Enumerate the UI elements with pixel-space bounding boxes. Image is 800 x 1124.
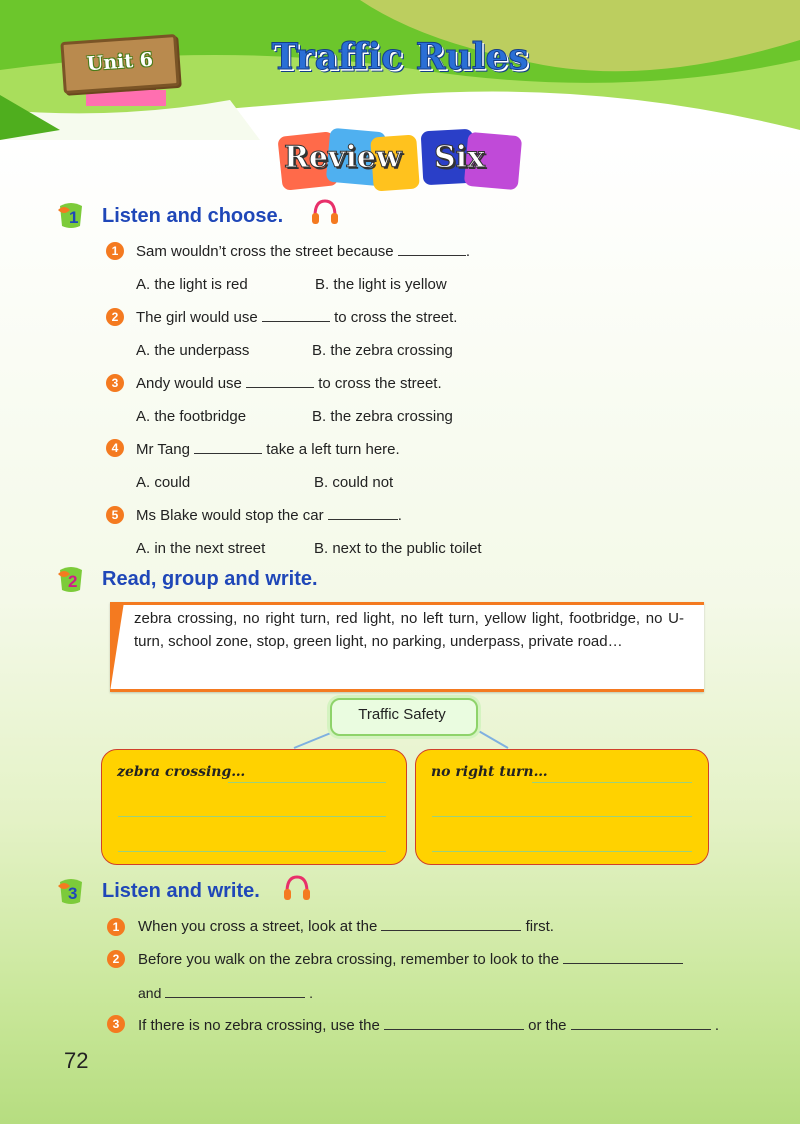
question-number: 4	[106, 439, 124, 457]
question-text	[138, 951, 683, 968]
question-number: 2	[107, 950, 125, 968]
group-label-right: no right turn…	[431, 764, 548, 780]
six-word: Six	[434, 140, 485, 175]
question-text	[138, 918, 554, 935]
section-title: Listen and choose.	[102, 205, 284, 227]
write-line[interactable]	[432, 851, 692, 852]
answer-blank[interactable]	[262, 321, 330, 322]
question-after: take a left turn here.	[266, 441, 400, 458]
write-line[interactable]	[228, 782, 386, 783]
option-b[interactable]: B. the light is yellow	[315, 276, 447, 293]
question-text	[136, 507, 402, 524]
write-line[interactable]	[532, 782, 692, 783]
answer-blank[interactable]	[563, 963, 683, 964]
section-title: Listen and write.	[102, 880, 260, 902]
answer-blank[interactable]	[246, 387, 314, 388]
svg-text:2: 2	[68, 572, 78, 591]
option-a[interactable]: A. the footbridge	[136, 408, 247, 425]
option-a[interactable]: A. the light is red	[136, 276, 248, 293]
option-a[interactable]: A. the underpass	[136, 342, 250, 359]
question-text	[138, 1017, 719, 1034]
answer-blank[interactable]	[571, 1029, 711, 1030]
question-before: Mr Tang	[136, 441, 190, 458]
question-before: If there is no zebra crossing, use the	[138, 1017, 380, 1034]
answer-blank[interactable]	[194, 453, 262, 454]
word-bank-text: zebra crossing, no right turn, red light, no left turn, yellow light, footbridge, no U-turn, school zone, stop, green light, no parking, underpass, private road…	[134, 610, 684, 650]
section-badge-icon	[56, 876, 86, 906]
question-text	[136, 243, 470, 260]
answer-blank[interactable]	[165, 997, 305, 998]
question-before: The girl would use	[136, 309, 258, 326]
option-b[interactable]: B. next to the public toilet	[314, 540, 482, 557]
question-after: .	[309, 985, 314, 1001]
section-badge-icon	[56, 564, 86, 594]
question-number: 3	[106, 374, 124, 392]
review-word: Review	[284, 140, 402, 175]
question-text-line2	[138, 985, 313, 1001]
question-after: to cross the street.	[334, 309, 458, 326]
question-before: When you cross a street, look at the	[138, 918, 378, 935]
section-title: Read, group and write.	[102, 568, 318, 590]
headphones-icon	[282, 874, 312, 902]
question-after: .	[397, 507, 402, 524]
question-number: 2	[106, 308, 124, 326]
page-title: Traffic Rules	[271, 36, 529, 78]
question-after: .	[714, 1017, 720, 1034]
option-b[interactable]: B. the zebra crossing	[312, 408, 453, 425]
page-number: 72	[64, 1048, 89, 1073]
question-text	[136, 375, 442, 392]
write-line[interactable]	[432, 816, 692, 817]
question-after: first.	[525, 918, 554, 935]
unit-label: Unit 6	[86, 48, 154, 76]
question-text	[136, 441, 400, 458]
question-number: 1	[106, 242, 124, 260]
question-number: 1	[107, 918, 125, 936]
question-before: Andy would use	[136, 375, 242, 392]
question-before: Ms Blake would stop the car	[136, 507, 324, 524]
question-text	[136, 309, 457, 326]
answer-blank[interactable]	[384, 1029, 524, 1030]
question-number: 3	[107, 1015, 125, 1033]
question-before: Before you walk on the zebra crossing, remember to look to the	[138, 951, 560, 968]
write-line[interactable]	[118, 851, 386, 852]
question-before: and	[138, 985, 162, 1001]
section-badge-icon	[56, 200, 86, 230]
option-b[interactable]: B. could not	[314, 474, 394, 491]
question-number: 5	[106, 506, 124, 524]
option-b[interactable]: B. the zebra crossing	[312, 342, 453, 359]
answer-blank[interactable]	[381, 930, 521, 931]
option-a[interactable]: A. in the next street	[136, 540, 266, 557]
svg-text:3: 3	[68, 884, 78, 903]
answer-blank[interactable]	[328, 519, 398, 520]
traffic-safety-label: Traffic Safety	[358, 706, 446, 723]
write-line[interactable]	[118, 816, 386, 817]
headphones-icon	[310, 198, 340, 226]
svg-text:1: 1	[69, 208, 79, 227]
answer-blank[interactable]	[398, 255, 466, 256]
question-middle: or the	[528, 1017, 567, 1034]
group-label-left: zebra crossing…	[117, 764, 246, 780]
question-after: to cross the street.	[318, 375, 442, 392]
sign-flag	[86, 90, 166, 106]
review-title	[280, 130, 520, 192]
option-a[interactable]: A. could	[136, 474, 191, 491]
unit-sign	[60, 34, 179, 94]
question-before: Sam wouldn’t cross the street because	[136, 243, 394, 260]
question-after: .	[465, 243, 470, 260]
